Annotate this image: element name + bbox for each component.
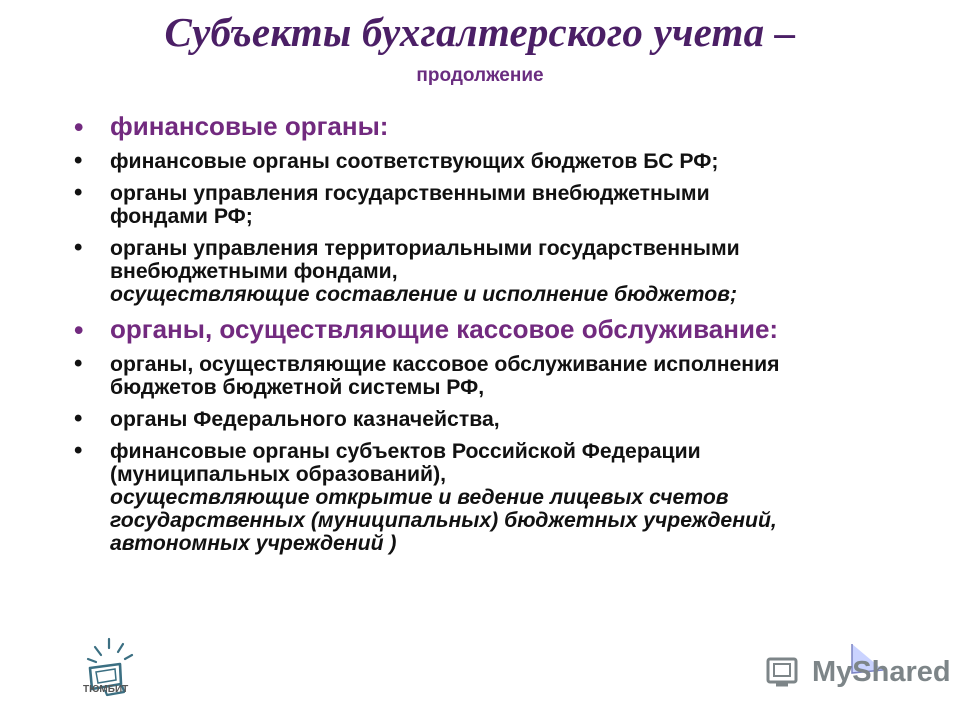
slide-subtitle: продолжение	[416, 65, 544, 86]
bullet-line: • органы, осуществляющие кассовое обслуживание исполнения	[110, 353, 780, 376]
bullet-item	[74, 150, 894, 173]
bullet-line: • финансовые органы:	[110, 111, 389, 141]
bullet-line: • финансовые органы соответствующих бюджетов БС РФ;	[110, 150, 719, 173]
section-heading	[74, 315, 894, 343]
bullet-line: • органы, осуществляющие кассовое обслуживание:	[110, 314, 779, 344]
bullet-line: бюджетов бюджетной системы РФ,	[110, 376, 485, 399]
bullet-line: осуществляющие составление и исполнение бюджетов;	[110, 283, 738, 306]
bullet-line: государственных (муниципальных) бюджетных учреждений,	[110, 509, 777, 532]
bullet-line: фондами РФ;	[110, 205, 253, 228]
bullet-item	[74, 353, 894, 399]
left-logo-text: ТЮМБИТ	[83, 684, 129, 695]
bullet-list	[74, 112, 894, 564]
slide-title: Субъекты бухгалтерского учета –	[164, 9, 796, 55]
bullet-line: внебюджетными фондами,	[110, 260, 398, 283]
bullet-line: (муниципальных образований),	[110, 463, 447, 486]
bullet-item	[74, 237, 894, 306]
bullet-item	[74, 182, 894, 228]
bullet-item	[74, 440, 894, 555]
bullet-line: осуществляющие открытие и ведение лицевых счетов	[110, 486, 729, 509]
section-heading	[74, 112, 894, 140]
bullet-line: • органы управления территориальными государственными	[110, 237, 740, 260]
bullet-line: • органы Федерального казначейства,	[110, 408, 500, 431]
right-logo-text: MyShared	[812, 656, 951, 688]
bullet-line: • финансовые органы субъектов Российской Федерации	[110, 440, 701, 463]
bullet-line: • органы управления государственными внебюджетными	[110, 182, 710, 205]
bullet-item	[74, 408, 894, 431]
bullet-line: автономных учреждений )	[110, 532, 397, 555]
